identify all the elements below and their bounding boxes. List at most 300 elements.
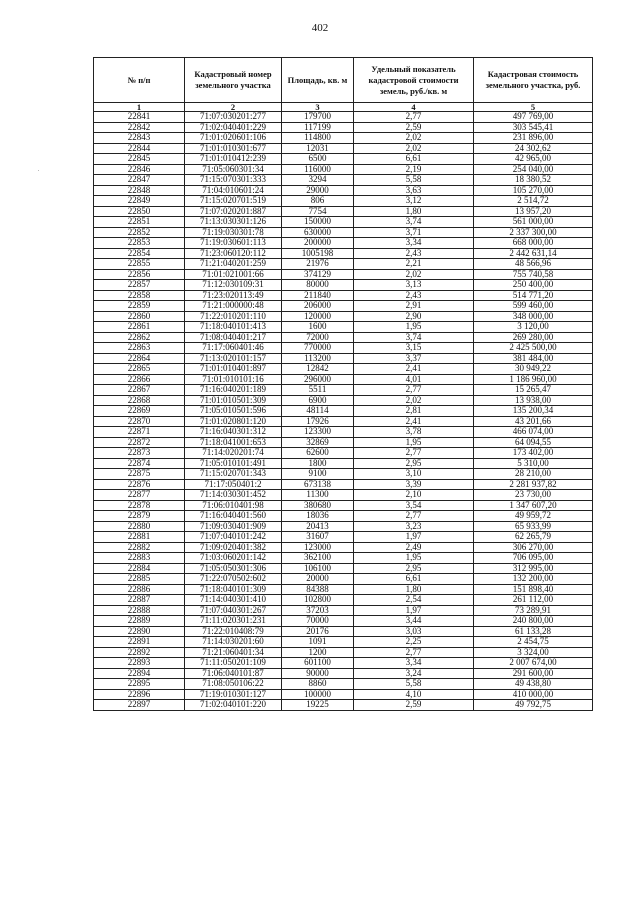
row-number-cell: 22845 [94, 154, 185, 165]
table-row [94, 133, 593, 144]
row-number-cell: 22846 [94, 164, 185, 175]
row-number-cell: 22857 [94, 280, 185, 291]
cadastral-number-cell: 71:22:070502:602 [185, 574, 282, 585]
cadastral-number-cell: 71:17:060401:46 [185, 343, 282, 354]
cadastral-value-cell: 42 965,00 [474, 154, 593, 165]
table-row [94, 574, 593, 585]
table-row [94, 458, 593, 469]
column-number: 3 [282, 103, 354, 112]
cadastral-value-cell: 1 347 607,20 [474, 500, 593, 511]
cadastral-number-cell: 71:01:010101:16 [185, 374, 282, 385]
unit-value-cell: 3,12 [354, 196, 474, 207]
area-cell: 7754 [282, 206, 354, 217]
cadastral-number-cell: 71:21:060401:34 [185, 647, 282, 658]
row-number-cell: 22897 [94, 700, 185, 711]
table-row [94, 658, 593, 669]
table-row [94, 112, 593, 123]
cadastral-value-cell: 306 270,00 [474, 542, 593, 553]
cadastral-number-cell: 71:01:010401:897 [185, 364, 282, 375]
cadastral-value-cell: 240 800,00 [474, 616, 593, 627]
row-number-cell: 22852 [94, 227, 185, 238]
unit-value-cell: 4,01 [354, 374, 474, 385]
cadastral-value-cell: 3 324,00 [474, 647, 593, 658]
unit-value-cell: 3,54 [354, 500, 474, 511]
area-cell: 102800 [282, 595, 354, 606]
cadastral-number-cell: 71:11:050201:109 [185, 658, 282, 669]
cadastral-number-cell: 71:17:050401:2 [185, 479, 282, 490]
area-cell: 120000 [282, 311, 354, 322]
row-number-cell: 22853 [94, 238, 185, 249]
cadastral-value-cell: 3 120,00 [474, 322, 593, 333]
area-cell: 123000 [282, 542, 354, 553]
table-body [94, 112, 593, 711]
table-row [94, 679, 593, 690]
cadastral-number-cell: 71:01:010412:239 [185, 154, 282, 165]
table-row [94, 700, 593, 711]
cadastral-number-cell: 71:14:030201:60 [185, 637, 282, 648]
cadastral-value-cell: 269 280,00 [474, 332, 593, 343]
cadastral-number-cell: 71:23:020113:49 [185, 290, 282, 301]
cadastral-value-cell: 73 289,91 [474, 605, 593, 616]
area-cell: 296000 [282, 374, 354, 385]
row-number-cell: 22869 [94, 406, 185, 417]
cadastral-value-cell: 13 957,20 [474, 206, 593, 217]
cadastral-value-cell: 599 460,00 [474, 301, 593, 312]
unit-value-cell: 1,80 [354, 206, 474, 217]
table-row [94, 448, 593, 459]
column-number: 2 [185, 103, 282, 112]
cadastral-number-cell: 71:01:020801:120 [185, 416, 282, 427]
row-number-cell: 22843 [94, 133, 185, 144]
cadastral-value-cell: 2 007 674,00 [474, 658, 593, 669]
table-row [94, 248, 593, 259]
cadastral-value-cell: 706 095,00 [474, 553, 593, 564]
row-number-cell: 22844 [94, 143, 185, 154]
area-cell: 6900 [282, 395, 354, 406]
cadastral-value-cell: 62 265,79 [474, 532, 593, 543]
area-cell: 114800 [282, 133, 354, 144]
row-number-cell: 22883 [94, 553, 185, 564]
table-row [94, 427, 593, 438]
area-cell: 48114 [282, 406, 354, 417]
row-number-cell: 22850 [94, 206, 185, 217]
unit-value-cell: 6,61 [354, 574, 474, 585]
area-cell: 806 [282, 196, 354, 207]
cadastral-table-container [93, 57, 592, 711]
area-cell: 374129 [282, 269, 354, 280]
cadastral-value-cell: 43 201,66 [474, 416, 593, 427]
table-row [94, 416, 593, 427]
unit-value-cell: 4,10 [354, 689, 474, 700]
row-number-cell: 22881 [94, 532, 185, 543]
cadastral-number-cell: 71:06:040101:87 [185, 668, 282, 679]
unit-value-cell: 2,95 [354, 563, 474, 574]
table-row [94, 490, 593, 501]
row-number-cell: 22891 [94, 637, 185, 648]
unit-value-cell: 3,03 [354, 626, 474, 637]
area-cell: 12842 [282, 364, 354, 375]
unit-value-cell: 2,54 [354, 595, 474, 606]
unit-value-cell: 2,43 [354, 248, 474, 259]
unit-value-cell: 3,39 [354, 479, 474, 490]
cadastral-value-cell: 13 938,00 [474, 395, 593, 406]
cadastral-number-cell: 71:16:040301:312 [185, 427, 282, 438]
cadastral-value-cell: 2 337 300,00 [474, 227, 593, 238]
row-number-cell: 22851 [94, 217, 185, 228]
row-number-cell: 22842 [94, 122, 185, 133]
cadastral-number-cell: 71:14:020201:74 [185, 448, 282, 459]
table-row [94, 322, 593, 333]
unit-value-cell: 5,58 [354, 175, 474, 186]
cadastral-number-cell: 71:13:030301:126 [185, 217, 282, 228]
area-cell: 200000 [282, 238, 354, 249]
area-cell: 1600 [282, 322, 354, 333]
cadastral-value-cell: 2 281 937,82 [474, 479, 593, 490]
table-row [94, 437, 593, 448]
cadastral-value-cell: 48 566,96 [474, 259, 593, 270]
unit-value-cell: 2,77 [354, 511, 474, 522]
table-row [94, 332, 593, 343]
unit-value-cell: 2,77 [354, 647, 474, 658]
row-number-cell: 22892 [94, 647, 185, 658]
row-number-cell: 22841 [94, 112, 185, 123]
cadastral-number-cell: 71:07:040301:267 [185, 605, 282, 616]
unit-value-cell: 2,90 [354, 311, 474, 322]
unit-value-cell: 2,77 [354, 448, 474, 459]
cadastral-number-cell: 71:18:040101:309 [185, 584, 282, 595]
cadastral-number-cell: 71:09:020401:382 [185, 542, 282, 553]
cadastral-value-cell: 2 514,72 [474, 196, 593, 207]
unit-value-cell: 3,13 [354, 280, 474, 291]
cadastral-value-cell: 348 000,00 [474, 311, 593, 322]
cadastral-number-cell: 71:05:010501:596 [185, 406, 282, 417]
cadastral-value-cell: 61 133,28 [474, 626, 593, 637]
cadastral-value-cell: 5 310,00 [474, 458, 593, 469]
cadastral-number-cell: 71:21:000000:48 [185, 301, 282, 312]
row-number-cell: 22856 [94, 269, 185, 280]
table-row [94, 311, 593, 322]
cadastral-value-cell: 561 000,00 [474, 217, 593, 228]
cadastral-value-cell: 173 402,00 [474, 448, 593, 459]
cadastral-number-cell: 71:16:040201:189 [185, 385, 282, 396]
row-number-cell: 22858 [94, 290, 185, 301]
row-number-cell: 22893 [94, 658, 185, 669]
table-row [94, 290, 593, 301]
table-row [94, 689, 593, 700]
cadastral-number-cell: 71:23:060120:112 [185, 248, 282, 259]
unit-value-cell: 1,95 [354, 437, 474, 448]
cadastral-value-cell: 2 425 500,00 [474, 343, 593, 354]
table-row [94, 637, 593, 648]
area-cell: 20176 [282, 626, 354, 637]
cadastral-value-cell: 30 949,22 [474, 364, 593, 375]
cadastral-number-cell: 71:14:030301:452 [185, 490, 282, 501]
cadastral-value-cell: 381 484,00 [474, 353, 593, 364]
unit-value-cell: 3,37 [354, 353, 474, 364]
header-row-number: № п/п [94, 58, 185, 103]
area-cell: 106100 [282, 563, 354, 574]
row-number-cell: 22885 [94, 574, 185, 585]
row-number-cell: 22884 [94, 563, 185, 574]
cadastral-number-cell: 71:07:030201:277 [185, 112, 282, 123]
cadastral-value-cell: 312 995,00 [474, 563, 593, 574]
area-cell: 362100 [282, 553, 354, 564]
cadastral-value-cell: 28 210,00 [474, 469, 593, 480]
row-number-cell: 22894 [94, 668, 185, 679]
row-number-cell: 22882 [94, 542, 185, 553]
table-row [94, 647, 593, 658]
table-row [94, 616, 593, 627]
area-cell: 601100 [282, 658, 354, 669]
unit-value-cell: 2,19 [354, 164, 474, 175]
row-number-cell: 22867 [94, 385, 185, 396]
cadastral-number-cell: 71:08:040401:217 [185, 332, 282, 343]
cadastral-value-cell: 23 730,00 [474, 490, 593, 501]
row-number-cell: 22875 [94, 469, 185, 480]
area-cell: 630000 [282, 227, 354, 238]
unit-value-cell: 2,25 [354, 637, 474, 648]
area-cell: 8860 [282, 679, 354, 690]
column-number: 5 [474, 103, 593, 112]
row-number-cell: 22848 [94, 185, 185, 196]
cadastral-number-cell: 71:06:010401:98 [185, 500, 282, 511]
area-cell: 380680 [282, 500, 354, 511]
table-row [94, 227, 593, 238]
table-row [94, 395, 593, 406]
area-cell: 9100 [282, 469, 354, 480]
cadastral-number-cell: 71:05:060301:34 [185, 164, 282, 175]
area-cell: 37203 [282, 605, 354, 616]
table-row [94, 668, 593, 679]
area-cell: 211840 [282, 290, 354, 301]
unit-value-cell: 3,34 [354, 658, 474, 669]
unit-value-cell: 1,95 [354, 322, 474, 333]
table-row [94, 175, 593, 186]
area-cell: 1005198 [282, 248, 354, 259]
row-number-cell: 22863 [94, 343, 185, 354]
cadastral-value-cell: 2 454,75 [474, 637, 593, 648]
table-row [94, 563, 593, 574]
unit-value-cell: 3,15 [354, 343, 474, 354]
unit-value-cell: 2,49 [354, 542, 474, 553]
area-cell: 117199 [282, 122, 354, 133]
area-cell: 1200 [282, 647, 354, 658]
row-number-cell: 22859 [94, 301, 185, 312]
unit-value-cell: 2,41 [354, 416, 474, 427]
table-row [94, 122, 593, 133]
unit-value-cell: 3,74 [354, 217, 474, 228]
row-number-cell: 22873 [94, 448, 185, 459]
area-cell: 123300 [282, 427, 354, 438]
cadastral-value-cell: 410 000,00 [474, 689, 593, 700]
cadastral-value-cell: 151 898,40 [474, 584, 593, 595]
table-row [94, 595, 593, 606]
cadastral-number-cell: 71:22:010201:110 [185, 311, 282, 322]
column-number: 4 [354, 103, 474, 112]
row-number-cell: 22886 [94, 584, 185, 595]
cadastral-value-cell: 755 740,58 [474, 269, 593, 280]
unit-value-cell: 2,02 [354, 133, 474, 144]
row-number-cell: 22877 [94, 490, 185, 501]
row-number-cell: 22876 [94, 479, 185, 490]
cadastral-number-cell: 71:14:040301:410 [185, 595, 282, 606]
cadastral-number-cell: 71:03:060201:142 [185, 553, 282, 564]
cadastral-value-cell: 49 792,75 [474, 700, 593, 711]
table-row [94, 500, 593, 511]
cadastral-number-cell: 71:09:030401:909 [185, 521, 282, 532]
unit-value-cell: 1,97 [354, 605, 474, 616]
row-number-cell: 22868 [94, 395, 185, 406]
unit-value-cell: 3,71 [354, 227, 474, 238]
table-header-row [94, 58, 593, 103]
row-number-cell: 22888 [94, 605, 185, 616]
cadastral-number-cell: 71:19:030301:78 [185, 227, 282, 238]
scan-artifact [38, 170, 39, 171]
area-cell: 6500 [282, 154, 354, 165]
area-cell: 90000 [282, 668, 354, 679]
area-cell: 21976 [282, 259, 354, 270]
table-row [94, 280, 593, 291]
area-cell: 179700 [282, 112, 354, 123]
area-cell: 3294 [282, 175, 354, 186]
row-number-cell: 22864 [94, 353, 185, 364]
header-cadastral-value: Кадастровая стоимость земельного участка, руб. [474, 58, 593, 103]
area-cell: 20413 [282, 521, 354, 532]
row-number-cell: 22871 [94, 427, 185, 438]
cadastral-number-cell: 71:01:021001:66 [185, 269, 282, 280]
cadastral-value-cell: 514 771,20 [474, 290, 593, 301]
unit-value-cell: 2,02 [354, 143, 474, 154]
cadastral-value-cell: 466 074,00 [474, 427, 593, 438]
cadastral-value-cell: 24 302,62 [474, 143, 593, 154]
table-row [94, 301, 593, 312]
row-number-cell: 22872 [94, 437, 185, 448]
cadastral-number-cell: 71:11:020301:231 [185, 616, 282, 627]
cadastral-number-cell: 71:15:020701:343 [185, 469, 282, 480]
cadastral-value-cell: 64 094,55 [474, 437, 593, 448]
area-cell: 31607 [282, 532, 354, 543]
area-cell: 100000 [282, 689, 354, 700]
area-cell: 19225 [282, 700, 354, 711]
row-number-cell: 22895 [94, 679, 185, 690]
area-cell: 72000 [282, 332, 354, 343]
header-unit-value: Удельный показатель кадастровой стоимости земель, руб./кв. м [354, 58, 474, 103]
table-row [94, 521, 593, 532]
unit-value-cell: 1,95 [354, 553, 474, 564]
table-row [94, 164, 593, 175]
table-row [94, 605, 593, 616]
unit-value-cell: 1,80 [354, 584, 474, 595]
cadastral-number-cell: 71:05:010101:491 [185, 458, 282, 469]
cadastral-value-cell: 49 438,80 [474, 679, 593, 690]
unit-value-cell: 3,23 [354, 521, 474, 532]
cadastral-number-cell: 71:04:010601:24 [185, 185, 282, 196]
row-number-cell: 22866 [94, 374, 185, 385]
area-cell: 32869 [282, 437, 354, 448]
unit-value-cell: 2,02 [354, 395, 474, 406]
cadastral-number-cell: 71:07:040101:242 [185, 532, 282, 543]
cadastral-number-cell: 71:22:010408:79 [185, 626, 282, 637]
table-row [94, 553, 593, 564]
table-row [94, 374, 593, 385]
unit-value-cell: 3,44 [354, 616, 474, 627]
cadastral-value-cell: 65 933,99 [474, 521, 593, 532]
table-row [94, 217, 593, 228]
unit-value-cell: 3,24 [354, 668, 474, 679]
row-number-cell: 22887 [94, 595, 185, 606]
row-number-cell: 22880 [94, 521, 185, 532]
row-number-cell: 22896 [94, 689, 185, 700]
area-cell: 80000 [282, 280, 354, 291]
unit-value-cell: 2,91 [354, 301, 474, 312]
cadastral-number-cell: 71:19:030601:113 [185, 238, 282, 249]
table-row [94, 584, 593, 595]
area-cell: 18036 [282, 511, 354, 522]
header-cadastral-number: Кадастровый номер земельного участка [185, 58, 282, 103]
area-cell: 17926 [282, 416, 354, 427]
area-cell: 12031 [282, 143, 354, 154]
row-number-cell: 22847 [94, 175, 185, 186]
row-number-cell: 22878 [94, 500, 185, 511]
cadastral-value-cell: 1 186 960,00 [474, 374, 593, 385]
cadastral-number-cell: 71:15:020701:519 [185, 196, 282, 207]
cadastral-number-cell: 71:08:050106:22 [185, 679, 282, 690]
area-cell: 70000 [282, 616, 354, 627]
unit-value-cell: 2,10 [354, 490, 474, 501]
table-row [94, 206, 593, 217]
cadastral-value-cell: 231 896,00 [474, 133, 593, 144]
cadastral-number-cell: 71:16:040401:560 [185, 511, 282, 522]
page-number: 402 [311, 22, 329, 34]
table-row [94, 143, 593, 154]
cadastral-number-cell: 71:07:020201:887 [185, 206, 282, 217]
row-number-cell: 22889 [94, 616, 185, 627]
row-number-cell: 22862 [94, 332, 185, 343]
cadastral-number-cell: 71:18:040101:413 [185, 322, 282, 333]
unit-value-cell: 6,61 [354, 154, 474, 165]
unit-value-cell: 2,95 [354, 458, 474, 469]
cadastral-number-cell: 71:12:030109:31 [185, 280, 282, 291]
cadastral-number-cell: 71:01:010301:677 [185, 143, 282, 154]
cadastral-number-cell: 71:21:040201:259 [185, 259, 282, 270]
row-number-cell: 22870 [94, 416, 185, 427]
area-cell: 770000 [282, 343, 354, 354]
cadastral-number-cell: 71:01:010501:309 [185, 395, 282, 406]
cadastral-value-cell: 303 545,41 [474, 122, 593, 133]
cadastral-number-cell: 71:13:020101:157 [185, 353, 282, 364]
cadastral-number-cell: 71:19:010301:127 [185, 689, 282, 700]
table-row [94, 626, 593, 637]
cadastral-value-cell: 49 959,72 [474, 511, 593, 522]
cadastral-number-cell: 71:02:040401:229 [185, 122, 282, 133]
area-cell: 206000 [282, 301, 354, 312]
unit-value-cell: 3,10 [354, 469, 474, 480]
area-cell: 11300 [282, 490, 354, 501]
cadastral-value-cell: 132 200,00 [474, 574, 593, 585]
area-cell: 5511 [282, 385, 354, 396]
cadastral-number-cell: 71:18:041001:653 [185, 437, 282, 448]
cadastral-value-cell: 254 040,00 [474, 164, 593, 175]
area-cell: 1091 [282, 637, 354, 648]
table-row [94, 238, 593, 249]
unit-value-cell: 3,78 [354, 427, 474, 438]
cadastral-value-cell: 135 200,34 [474, 406, 593, 417]
unit-value-cell: 2,59 [354, 700, 474, 711]
cadastral-value-cell: 2 442 631,14 [474, 248, 593, 259]
cadastral-value-cell: 668 000,00 [474, 238, 593, 249]
table-row [94, 542, 593, 553]
row-number-cell: 22854 [94, 248, 185, 259]
